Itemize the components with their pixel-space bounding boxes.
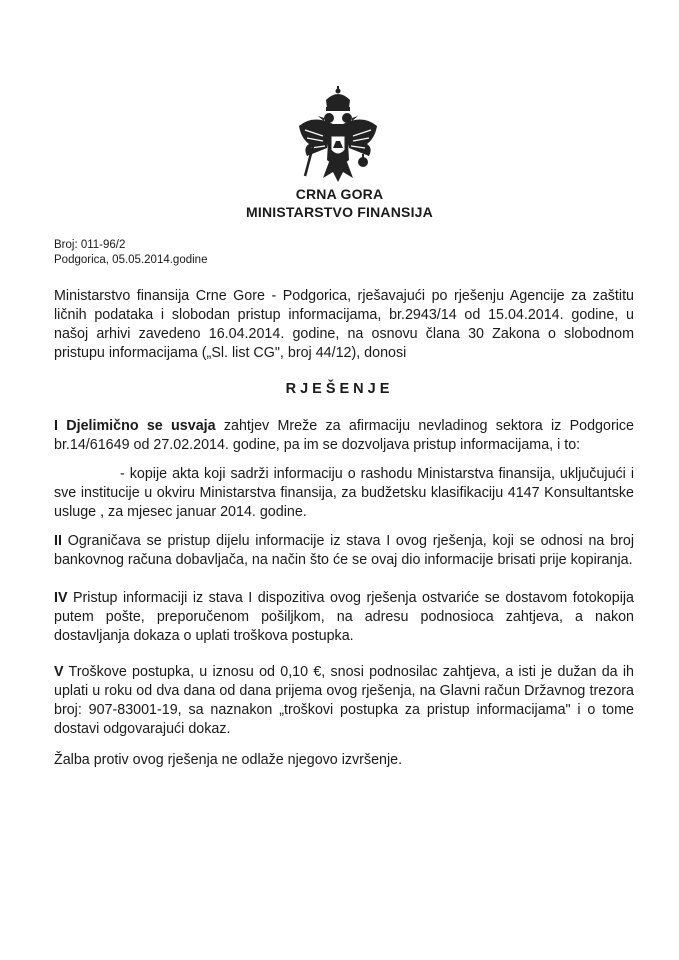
list-dash: -: [120, 466, 125, 482]
document-title: RJEŠENJE: [285, 381, 394, 397]
section-5-label: V: [54, 664, 64, 680]
section-4-label: IV: [54, 590, 68, 606]
section-2: [54, 532, 634, 570]
section-2-label: II: [54, 533, 62, 549]
section-1-list-item: [54, 465, 634, 522]
section-5-text: Troškove postupka, u iznosu od 0,10 €, snosi podnosilac zahtjeva, a isti je dužan da ih uplati u roku od dva dana od dana prijema ovog rješenja, na Glavni račun Državnog trezora broj: 907-83001-19, sa naznakon „troškovi postupka za pristup informacijama" i o tome dostavi odgovarajući dokaz.: [54, 664, 634, 737]
section-4-text: Pristup informaciji iz stava I dispozitiva ovog rješenja ostvariće se dostavom fotokopija putem pošte, preporučenom pošiljkom, na adresu podnosioca zahtjeva, a nakon dostavljanja dokaza o uplati troškova postupka.: [54, 590, 634, 644]
appeal-note: Žalba protiv ovog rješenja ne odlaže njegovo izvršenje.: [54, 752, 403, 768]
place-date: Podgorica, 05.05.2014.godine: [54, 254, 208, 266]
section-1-label: I Djelimično se usvaja: [54, 418, 216, 434]
ministry-name: MINISTARSTVO FINANSIJA: [246, 204, 433, 220]
reference-number: Broj: 011-96/2: [54, 239, 126, 251]
section-1-text: zahtjev Mreže za afirmaciju nevladinog sektora iz Podgorice br.14/61649 od 27.02.2014. godine, pa im se dozvoljava pristup informacijama, i to:: [54, 418, 634, 453]
section-2-text: Ograničava se pristup dijelu informacije iz stava I ovog rješenja, koji se odnosi na broj bankovnog računa dobavljača, na način što će se ovaj dio informacije brisati prije kopiranja.: [54, 533, 634, 568]
intro-paragraph: Ministarstvo finansija Crne Gore - Podgorica, rješavajući po rješenju Agencije za zaštitu ličnih podataka i slobodan pristup informacijama, br.2943/14 od 15.04.2014. godine, u našoj arhivi zavedeno 16.04.2014. godine, na osnovu člana 30 Zakona o slobodnom pristupu informacijama („Sl. list CG", broj 44/12), donosi: [54, 288, 634, 361]
list-item-text: kopije akta koji sadrži informaciju o rashodu Ministarstva finansija, uključujući i sve institucije u okviru Ministarstva finansija, za budžetsku klasifikaciju 4147 Konsultantske usluge , za mjesec januar 2014. godine.: [54, 466, 634, 520]
section-5: [54, 663, 634, 739]
section-1: [54, 417, 634, 455]
country-name: CRNA GORA: [295, 186, 384, 202]
section-4: [54, 589, 634, 646]
montenegro-coat-of-arms-icon: [293, 86, 383, 186]
